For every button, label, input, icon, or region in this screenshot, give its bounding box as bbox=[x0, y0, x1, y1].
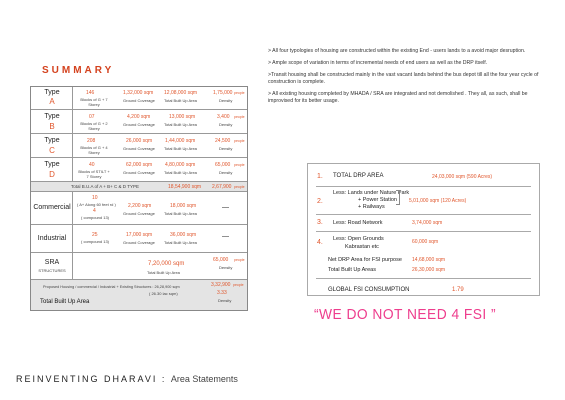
slogan: “WE DO NOT NEED 4 FSI ” bbox=[314, 306, 497, 323]
industrial-label: Industrial bbox=[37, 235, 67, 242]
row-label: Less: Open Grounds bbox=[333, 236, 384, 242]
density-unit: people bbox=[234, 115, 245, 119]
row-value: 3,74,000 sqm bbox=[412, 220, 443, 226]
built-label: Total Built Up Area bbox=[164, 170, 197, 175]
ground-value: 4,200 sqm bbox=[127, 114, 151, 120]
density-unit: people bbox=[234, 185, 245, 189]
blocks-count: 146 bbox=[86, 90, 95, 96]
density-value: 3.33 bbox=[217, 290, 227, 296]
proposed-label: Proposed Housing / commercial / Industrial + Existing Structures : 26,28,900 sqm bbox=[43, 285, 180, 289]
blocks-desc: Blocks of G + 4 Storey bbox=[80, 145, 108, 155]
density-value: 3,400 bbox=[217, 114, 230, 120]
brace bbox=[396, 190, 400, 205]
ground-label: Ground Coverage bbox=[123, 98, 155, 103]
density-unit: people bbox=[234, 163, 245, 167]
type-letter: A bbox=[49, 97, 55, 106]
industrial-count: 25 bbox=[92, 232, 98, 238]
built-value: 13,000 sqm bbox=[169, 114, 196, 120]
ground-label: Ground Coverage bbox=[123, 170, 155, 175]
ground-value: 1,32,000 sqm bbox=[123, 90, 154, 96]
built-value: 4,80,000 sqm bbox=[165, 162, 196, 168]
ground-value: 17,000 sqm bbox=[126, 232, 153, 238]
density-unit: people bbox=[233, 283, 244, 287]
built-label: Total Built Up Area bbox=[164, 146, 197, 151]
type-letter: B bbox=[49, 122, 55, 131]
net-drp-label: Net DRP Area for FSI purpose bbox=[328, 257, 402, 263]
row-label: Less: Lands under Nature Park bbox=[333, 190, 410, 196]
density-label: Density bbox=[218, 298, 232, 303]
footer-subtitle: Area Statements bbox=[170, 374, 238, 384]
industrial-row bbox=[31, 225, 247, 253]
bullet-item: > Ample scope of variation in terms of incremental needs of end users as well as the DRP itself. bbox=[268, 60, 488, 66]
type-row-d bbox=[31, 158, 247, 182]
global-fsi-label: GLOBAL FSI CONSUMPTION bbox=[328, 287, 410, 293]
ground-label: Ground Coverage bbox=[123, 122, 155, 127]
total-bua-row bbox=[31, 182, 247, 192]
ground-value: 62,000 sqm bbox=[126, 162, 153, 168]
density-value: — bbox=[222, 233, 229, 240]
bullet-item: >Transit housing shall be constructed mainly in the vast vacant lands behind the bus depot till all the four year cycle of construction is complete. bbox=[268, 72, 539, 85]
proposed-sub: ( 26.30 lac sqm) bbox=[149, 291, 178, 296]
row-sub: Kabrastan etc bbox=[345, 244, 379, 250]
type-letter: D bbox=[49, 170, 55, 179]
ground-label: Ground Coverage bbox=[123, 146, 155, 151]
row-sub: + Railways bbox=[358, 204, 385, 210]
ground-label: Ground Coverage bbox=[123, 211, 155, 216]
built-value: 1,44,000 sqm bbox=[165, 138, 196, 144]
commercial-count: 10 bbox=[92, 195, 98, 201]
density-unit: people bbox=[234, 258, 245, 262]
divider bbox=[316, 278, 531, 279]
type-label: Type bbox=[44, 113, 60, 120]
built-value: 18,000 sqm bbox=[170, 203, 197, 209]
blocks-desc: Blocks of G + 2 Storey bbox=[80, 121, 108, 131]
total-bua-density: 2,67,900 bbox=[212, 184, 232, 190]
divider bbox=[316, 231, 531, 232]
row-value: 5,01,000 sqm (120 Acres) bbox=[409, 198, 467, 204]
built-label: Total Built Up Area bbox=[164, 211, 197, 216]
proposed-density: 3,32,900 bbox=[211, 282, 231, 288]
density-value: 65,000 bbox=[213, 257, 229, 263]
blocks-count: 208 bbox=[87, 138, 96, 144]
type-row-a bbox=[31, 87, 247, 110]
commercial-row bbox=[31, 192, 247, 225]
bullet-item: > All four typologies of housing are constructed within the existing End - users lands to a avoid major desruption. bbox=[268, 48, 526, 54]
type-label: Type bbox=[44, 137, 60, 144]
total-bua-label: Total Built Up Areas bbox=[328, 267, 376, 273]
type-row-c bbox=[31, 134, 247, 158]
density-value: 65,000 bbox=[215, 162, 231, 168]
type-letter: C bbox=[49, 146, 55, 155]
ground-value: 26,000 sqm bbox=[126, 138, 153, 144]
net-drp-value: 14,68,000 sqm bbox=[412, 257, 446, 263]
commercial-note: ( compound 13) bbox=[81, 215, 110, 220]
sra-built-value: 7,20,000 sqm bbox=[148, 261, 185, 267]
commercial-note: ( A+ Along 60 feet rd ) bbox=[77, 202, 116, 207]
row-label: TOTAL DRP AREA bbox=[333, 173, 384, 179]
proposed-row bbox=[31, 280, 247, 310]
row-number: 3. bbox=[317, 219, 323, 226]
summary-table bbox=[30, 86, 248, 311]
row-number: 1. bbox=[317, 173, 323, 180]
type-row-b bbox=[31, 110, 247, 134]
blocks-count: 40 bbox=[89, 162, 95, 168]
ground-label: Ground Coverage bbox=[123, 240, 155, 245]
total-built-up-label: Total Built Up Area bbox=[40, 299, 90, 305]
density-value: 24,500 bbox=[215, 138, 231, 144]
bullet-notes bbox=[268, 48, 540, 110]
sra-row bbox=[31, 253, 247, 280]
built-label: Total Built Up Area bbox=[164, 122, 197, 127]
built-label: Total Built Up Area bbox=[164, 240, 197, 245]
row-number: 4. bbox=[317, 239, 323, 246]
blocks-count: 07 bbox=[89, 114, 95, 120]
density-label: Density bbox=[219, 170, 233, 175]
density-label: Density bbox=[219, 146, 233, 151]
footer bbox=[16, 374, 238, 384]
row-number: 2. bbox=[317, 198, 323, 205]
density-label: Density bbox=[219, 122, 233, 127]
total-bua-value: 18,54,900 sqm bbox=[168, 184, 202, 190]
commercial-label: Commercial bbox=[33, 204, 71, 211]
row-value: 60,000 sqm bbox=[412, 239, 439, 245]
built-value: 36,000 sqm bbox=[170, 232, 197, 238]
blocks-desc: Blocks of G + 7 Storey bbox=[80, 97, 108, 107]
built-value: 12,08,000 sqm bbox=[164, 90, 198, 96]
row-sub: + Power Station bbox=[358, 197, 397, 203]
row-value: 24,03,000 sqm (590 Acres) bbox=[432, 174, 493, 180]
density-value: — bbox=[222, 204, 229, 211]
sra-label: SRA bbox=[44, 259, 60, 266]
commercial-count: 4 bbox=[93, 208, 96, 214]
divider bbox=[316, 186, 531, 187]
fsi-table bbox=[307, 163, 540, 296]
type-label: Type bbox=[44, 161, 60, 168]
total-bua-value: 26,30,000 sqm bbox=[412, 267, 446, 273]
density-unit: people bbox=[234, 91, 245, 95]
type-label: Type bbox=[44, 89, 60, 96]
built-label: Total Built Up Area bbox=[164, 98, 197, 103]
footer-title: REINVENTING DHARAVI : bbox=[16, 374, 167, 384]
built-label: Total Built Up Area bbox=[147, 270, 180, 275]
bullet-item: > All existing housing completed by MHADA / SRA are integrated and not demolished . They all, as such, shall be improvised for its better usage. bbox=[268, 91, 528, 104]
industrial-note: ( compound 13) bbox=[81, 239, 110, 244]
density-label: Density bbox=[219, 265, 233, 270]
summary-title: SUMMARY bbox=[42, 65, 115, 76]
density-unit: people bbox=[234, 139, 245, 143]
divider bbox=[316, 214, 531, 215]
total-bua-label: Total B.U.A of A + B+ C & D TYPE bbox=[71, 184, 139, 189]
blocks-desc: Blocks of STILT + 7 Storey bbox=[78, 169, 110, 179]
density-label: Density bbox=[219, 98, 233, 103]
global-fsi-value: 1.79 bbox=[452, 287, 464, 293]
ground-value: 2,200 sqm bbox=[128, 203, 152, 209]
row-label: Less: Road Network bbox=[333, 220, 383, 226]
density-value: 1,75,000 bbox=[213, 90, 233, 96]
sra-sub: STRUCTURES bbox=[38, 268, 66, 273]
